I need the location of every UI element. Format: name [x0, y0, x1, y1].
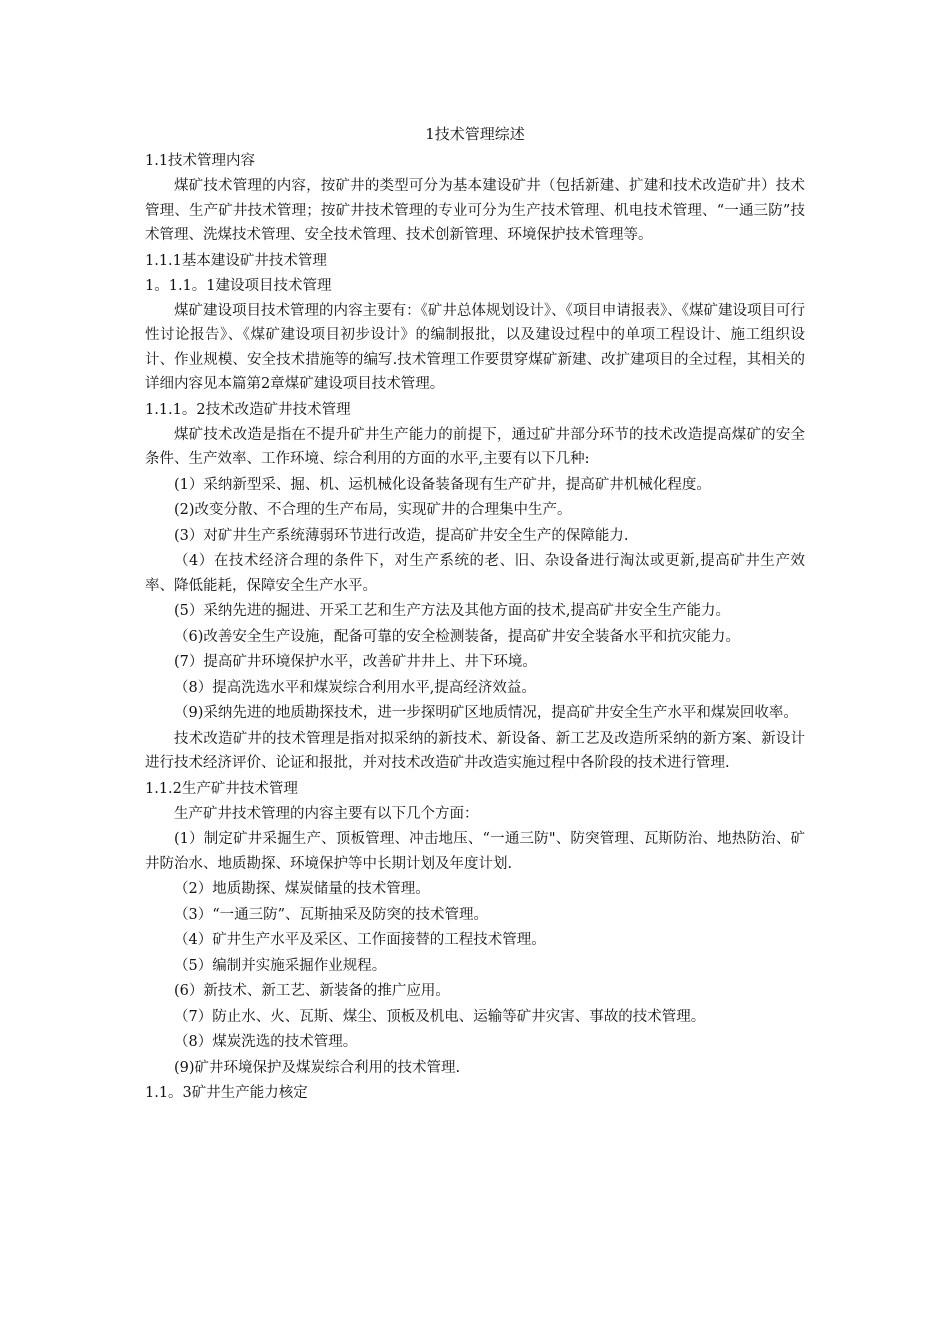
paragraph: 技术改造矿井的技术管理是指对拟采纳的新技术、新设备、新工艺及改造所采纳的新方案、新设计进行技术经济评价、论证和报批，并对技术改造矿井改造实施过程中各阶段的技术进行管理.: [145, 730, 805, 771]
list-item: （8）提高洗选水平和煤炭综合利用水平,提高经济效益。: [174, 679, 536, 696]
list-item: （9)采纳先进的地质勘探技术，进一步探明矿区地质情况，提高矿井安全生产水平和煤炭回收率。: [174, 705, 798, 721]
list-item: （3）“一通三防”、瓦斯抽采及防突的技术管理。: [174, 906, 489, 923]
list-item: (1）采纳新型采、掘、机、运机械化设备装备现有生产矿井，提高矿井机械化程度。: [174, 476, 711, 493]
document-page: [145, 122, 805, 1106]
list-item: (7）提高矿井环境保护水平，改善矿井井上、井下环境。: [174, 654, 537, 670]
paragraph: 煤矿技术改造是指在不提升矿井生产能力的前提下，通过矿井部分环节的技术改造提高煤矿的安全条件、生产效率、工作环境、综合利用的方面的水平,主要有以下几种:: [145, 426, 805, 467]
list-item: （5）编制并实施采掘作业规程。: [174, 957, 387, 974]
list-item: (1）制定矿井采掘生产、顶板管理、冲击地压、“一通三防"、防突管理、瓦斯防治、地热防治、矿井防治水、地质勘探、环境保护等中长期计划及年度计划.: [145, 831, 805, 872]
list-item: （7）防止水、火、瓦斯、煤尘、顶板及机电、运输等矿井灾害、事故的技术管理。: [174, 1008, 706, 1025]
section-heading-1-1-1: 1.1.1基本建设矿井技术管理: [145, 252, 327, 269]
paragraph: 煤矿技术管理的内容，按矿井的类型可分为基本建设矿井（包括新建、扩建和技术改造矿井）技术管理、生产矿井技术管理；按矿井技术管理的专业可分为生产技术管理、机电技术管理、“一通三防”技术管理、洗煤技术管理、安全技术管理、技术创新管理、环境保护技术管理等。: [145, 178, 805, 243]
paragraph: 煤矿建设项目技术管理的内容主要有：《矿井总体规划设计》、《项目申请报表》、《煤矿建设项目可行性讨论报告》、《煤矿建设项目初步设计》的编制报批，以及建设过程中的单项工程设计、施工组织设计、作业规模、安全技术措施等的编写.技术管理工作要贯穿煤矿新建、改扩建项目的全过程，其相关的详细内容见本篇第2章煤矿建设项目技术管理。: [145, 302, 805, 392]
list-item: (3）对矿井生产系统薄弱环节进行改造，提高矿井安全生产的保障能力.: [174, 527, 629, 544]
section-heading-1-1: 1.1技术管理内容: [145, 153, 256, 169]
section-heading-1-1-1-2: 1.1.1。2技术改造矿井技术管理: [145, 401, 351, 418]
list-item: (2)改变分散、不合理的生产布局，实现矿井的合理集中生产。: [174, 502, 572, 518]
section-heading-1-1-1-1: 1。1.1。1建设项目技术管理: [145, 277, 332, 294]
section-heading-1-1-2: 1.1.2生产矿井技术管理: [145, 780, 298, 797]
paragraph: 生产矿井技术管理的内容主要有以下几个方面：: [174, 805, 479, 822]
list-item: (6）新技术、新工艺、新装备的推广应用。: [174, 983, 450, 999]
list-item: （6)改善安全生产设施，配备可靠的安全检测装备，提高矿井安全装备水平和抗灾能力。: [174, 628, 740, 645]
document-title: 1技术管理综述: [425, 125, 525, 143]
list-item: （8）煤炭洗选的技术管理。: [174, 1034, 358, 1050]
section-heading-1-1-3: 1.1。3矿井生产能力核定: [145, 1085, 308, 1101]
list-item: （4）在技术经济合理的条件下，对生产系统的老、旧、杂设备进行淘汰或更新,提高矿井生产效率、降低能耗，保障安全生产水平。: [145, 553, 805, 594]
list-item: (9)矿井环境保护及煤炭综合利用的技术管理.: [174, 1059, 461, 1076]
list-item: （4）矿井生产水平及采区、工作面接替的工程技术管理。: [174, 932, 546, 948]
list-item: (5）采纳先进的掘进、开采工艺和生产方法及其他方面的技术,提高矿井安全生产能力。: [174, 603, 730, 619]
list-item: （2）地质勘探、煤炭储量的技术管理。: [174, 881, 430, 897]
